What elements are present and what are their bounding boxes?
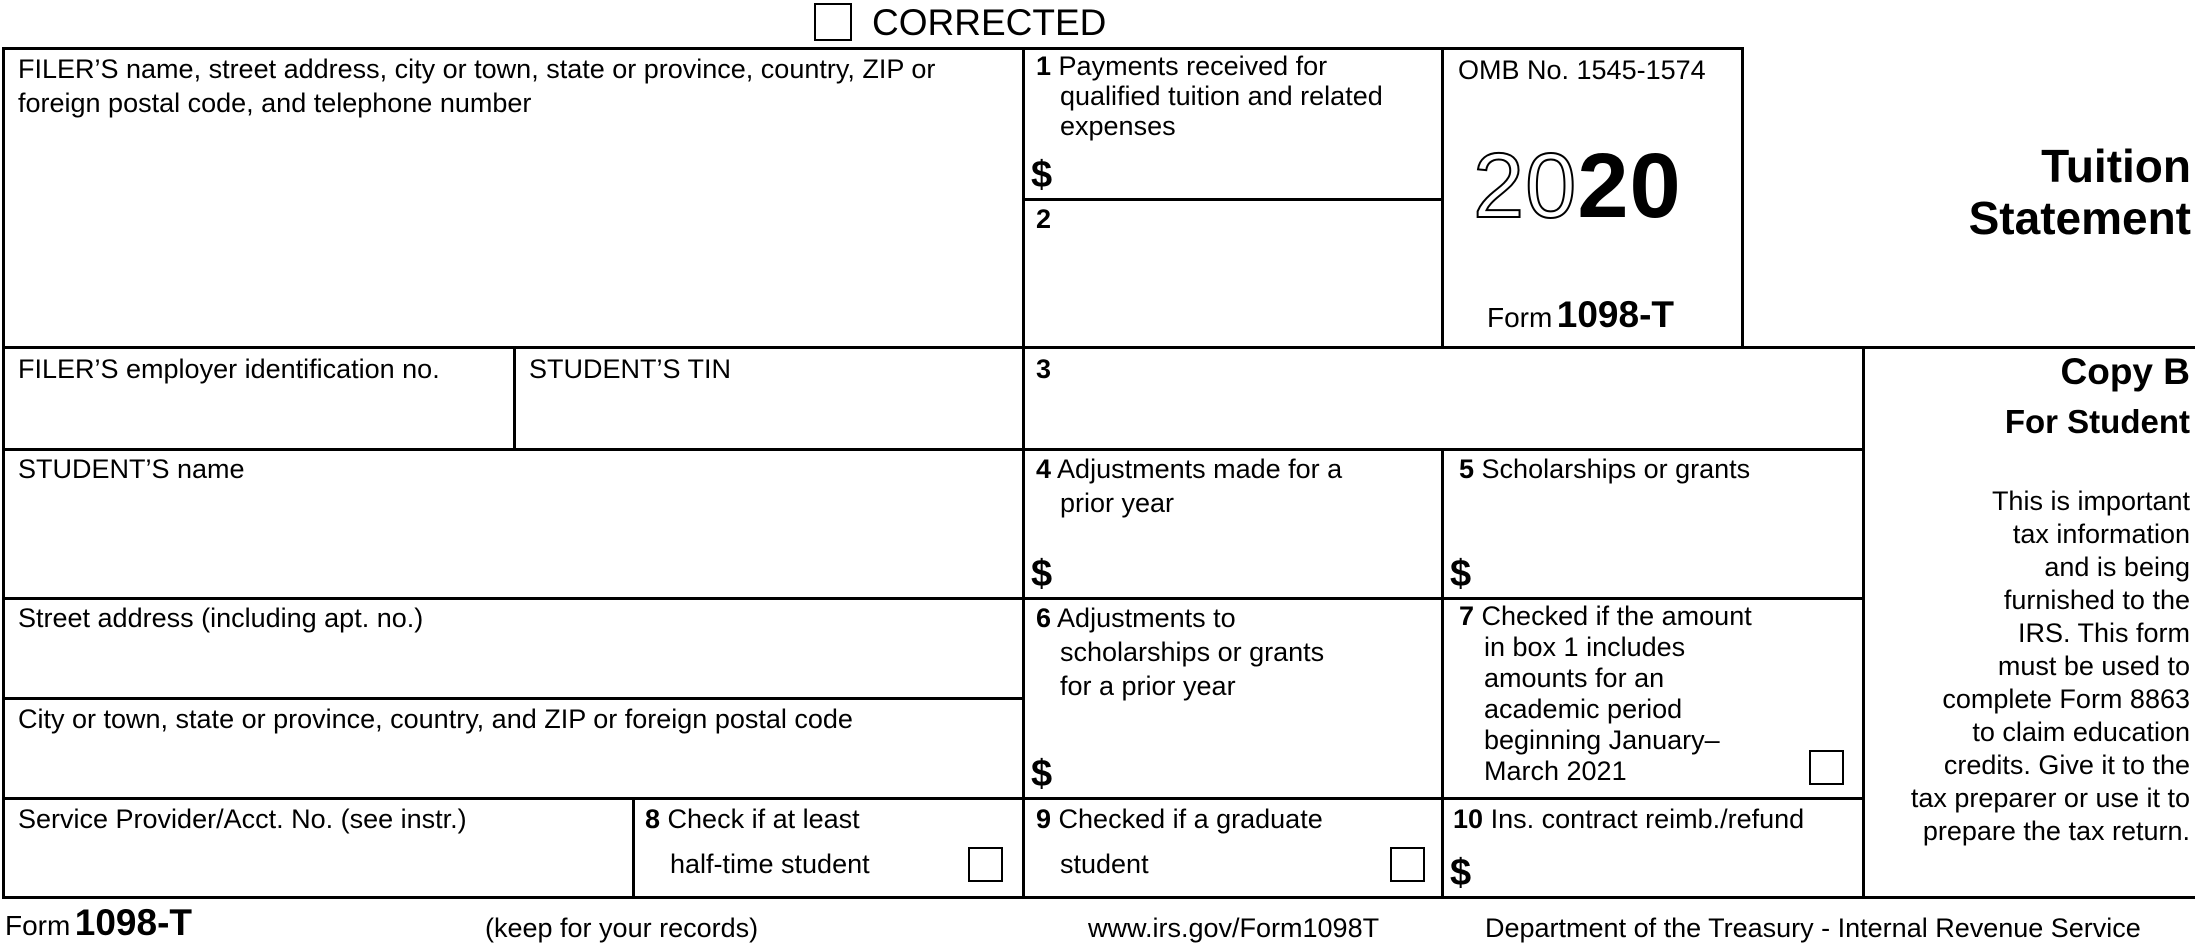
form-left-border bbox=[2, 47, 5, 899]
filer-ein-label: FILER’S employer identification no. bbox=[18, 354, 440, 384]
box7-label: 7 Checked if the amount in box 1 includes amounts for an academic period beginning January– March 2021 bbox=[1459, 601, 1752, 786]
tax-year-outline: 20 bbox=[1473, 135, 1578, 237]
row-line-1 bbox=[2, 346, 2195, 349]
service-provider-label: Service Provider/Acct. No. (see instr.) bbox=[18, 804, 467, 834]
student-name-label: STUDENT’S name bbox=[18, 454, 245, 484]
box7-checkbox[interactable] bbox=[1809, 750, 1844, 785]
box1-dollar-sign: $ bbox=[1031, 154, 1053, 196]
filer-name-label: FILER’S name, street address, city or town, state or province, country, ZIP or foreign postal code, and telephone number bbox=[18, 54, 936, 118]
form-bottom-border bbox=[2, 896, 2195, 899]
box5-label: 5 Scholarships or grants bbox=[1459, 454, 1751, 484]
box8-label-line2: half-time student bbox=[670, 849, 870, 879]
main-column-line bbox=[1022, 47, 1025, 899]
service-box8-divider bbox=[632, 797, 635, 899]
box9-label: 9 Checked if a graduate bbox=[1036, 804, 1323, 834]
box2-label: 2 bbox=[1036, 204, 1052, 234]
form-title: Tuition Statement bbox=[1968, 140, 2191, 244]
tax-year bbox=[1473, 136, 1682, 236]
footer-keep-note: (keep for your records) bbox=[485, 913, 759, 943]
box1-box2-divider bbox=[1023, 198, 1443, 201]
box6-label: 6 Adjustments to scholarships or grants for a prior year bbox=[1036, 603, 1325, 701]
copy-b-subtitle: For Student bbox=[2004, 403, 2190, 440]
city-label: City or town, state or province, country, and ZIP or foreign postal code bbox=[18, 704, 853, 734]
box9-checkbox[interactable] bbox=[1390, 847, 1425, 882]
omb-right-line bbox=[1741, 47, 1744, 349]
box8-label: 8 Check if at least bbox=[645, 804, 860, 834]
footer-department: Department of the Treasury - Internal Revenue Service bbox=[1485, 913, 2141, 943]
form-top-border bbox=[2, 47, 1744, 50]
box6-dollar-sign: $ bbox=[1031, 753, 1053, 795]
copy-b-notice: This is important tax information and is being furnished to the IRS. This form must be used to complete Form 8863 to claim education credits. Give it to the tax preparer or use it to prepare the tax return. bbox=[1910, 486, 2190, 846]
box10-dollar-sign: $ bbox=[1450, 852, 1472, 894]
box10-label: 10 Ins. contract reimb./refund bbox=[1453, 804, 1805, 834]
footer-form-number: Form 1098-T bbox=[5, 902, 193, 943]
box4-dollar-sign: $ bbox=[1031, 553, 1053, 595]
boxes-4-5-divider bbox=[1441, 448, 1444, 899]
box5-dollar-sign: $ bbox=[1450, 553, 1472, 595]
box8-checkbox[interactable] bbox=[968, 847, 1003, 882]
street-address-label: Street address (including apt. no.) bbox=[18, 603, 424, 633]
row-line-5 bbox=[2, 797, 1865, 800]
corrected-label: CORRECTED bbox=[872, 2, 1107, 43]
omb-number: OMB No. 1545-1574 bbox=[1458, 55, 1706, 85]
row-line-2 bbox=[2, 448, 1865, 451]
ein-tin-divider bbox=[513, 346, 516, 451]
corrected-checkbox[interactable] bbox=[814, 3, 852, 41]
omb-form-number: Form 1098-T bbox=[1487, 294, 1675, 335]
row-line-3 bbox=[2, 597, 1865, 600]
tax-year-bold: 20 bbox=[1577, 135, 1682, 237]
row-line-4 bbox=[2, 697, 1024, 700]
footer-url[interactable]: www.irs.gov/Form1098T bbox=[1088, 913, 1380, 943]
box1-label: 1 Payments received for qualified tuition and related expenses bbox=[1036, 51, 1383, 141]
box9-label-line2: student bbox=[1060, 849, 1149, 879]
box4-label: 4 Adjustments made for a prior year bbox=[1036, 454, 1343, 518]
box3-label: 3 bbox=[1036, 354, 1052, 384]
copy-b-title: Copy B bbox=[2060, 351, 2190, 392]
omb-left-line bbox=[1441, 47, 1444, 349]
copy-column-line bbox=[1862, 346, 1865, 899]
student-tin-label: STUDENT’S TIN bbox=[529, 354, 732, 384]
